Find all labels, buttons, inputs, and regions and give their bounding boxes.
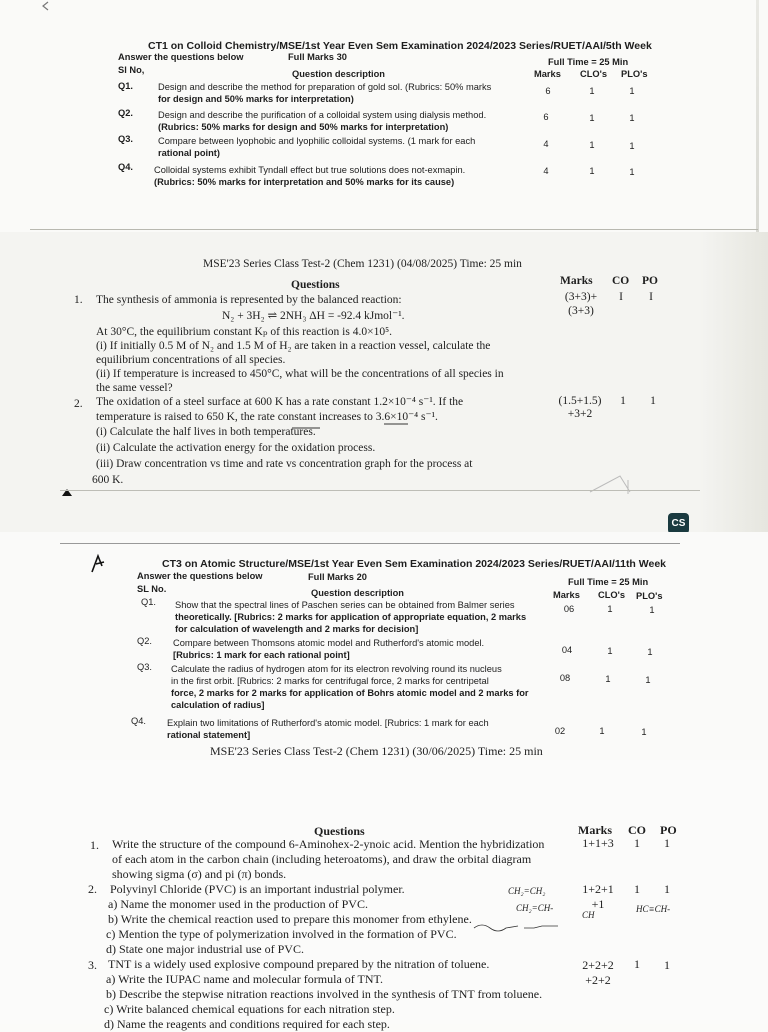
question-line: The synthesis of ammonia is represented by the balanced reaction:: [96, 294, 402, 306]
ct2a-header-po: PO: [642, 275, 658, 287]
question-line: (i) If initially 0.5 M of N₂ and 1.5 M of H₂ are taken in a reaction vessel, calculate the: [96, 340, 491, 352]
row-number: Q1.: [141, 597, 156, 607]
question-line: b) Describe the stepwise nitration reactions involved in the synthesis of TNT from toluene.: [106, 987, 543, 1001]
row-number: Q1.: [118, 81, 133, 91]
question-line: c) Write balanced chemical equations for each nitration step.: [104, 1002, 395, 1016]
row-marks: 04: [561, 645, 573, 655]
row-plo: 1: [649, 605, 655, 615]
question-marks: (3+3)+: [564, 291, 598, 303]
graph-sketch: [560, 470, 660, 500]
row-marks: 02: [554, 726, 566, 736]
ct1-full-time: Full Time = 25 Min: [548, 57, 629, 67]
question-po: 1: [650, 395, 656, 407]
row-line: [Rubrics: 1 mark for each rational point]: [173, 650, 350, 660]
question-line: of each atom in the carbon chain (including heteroatoms), and draw the orbital diagram: [112, 852, 532, 866]
row-line: Design and describe the purification of a colloidal system using dialysis method.: [158, 110, 487, 120]
question-line: 600 K.: [92, 474, 124, 486]
ct2a-header-co: CO: [612, 275, 630, 287]
row-clo: 1: [599, 726, 605, 736]
row-line: force, 2 marks for 2 marks for application of Bohrs atomic model and 2 marks for: [171, 688, 529, 698]
question-number: 2.: [88, 882, 97, 896]
question-line: a) Write the IUPAC name and molecular formula of TNT.: [106, 972, 383, 986]
row-clo: 1: [589, 166, 595, 176]
handwritten-note: CH₂=CH-: [516, 903, 554, 913]
row-line: Colloidal systems exhibit Tyndall effect but true solutions does not-exmapin.: [154, 165, 466, 175]
ct3-title: CT3 on Atomic Structure/MSE/1st Year Even Sem Examination 2024/2023 Series/RUET/AAI/11th Week: [162, 558, 667, 570]
row-line: Compare between Thomsons atomic model and Rutherford's atomic model.: [173, 638, 485, 648]
question-po: 1: [664, 958, 670, 972]
row-plo: 1: [629, 113, 635, 123]
ct3-header-slno: SL No.: [137, 584, 167, 594]
ct3-sheet: [0, 532, 768, 760]
ct2a-header-marks: Marks: [560, 275, 593, 287]
row-line: Show that the spectral lines of Paschen series can be obtained from Balmer series: [175, 600, 515, 610]
question-line: the same vessel?: [96, 382, 173, 394]
page-edge: [700, 232, 768, 532]
row-line: calculation of radius]: [171, 700, 265, 710]
row-plo: 1: [641, 727, 647, 737]
ct1-header-marks: Marks: [534, 69, 561, 79]
question-line: c) Mention the type of polymerization involved in the formation of PVC.: [106, 927, 457, 941]
question-line: a) Name the monomer used in the production of PVC.: [108, 897, 368, 911]
row-line: Design and describe the method for preparation of gold sol. (Rubrics: 50% marks: [158, 82, 492, 92]
question-line: (ii) If temperature is increased to 450°C, what will be the concentrations of all species in: [96, 368, 504, 380]
ct1-header-plo: PLO's: [621, 69, 648, 79]
ct3-full-marks: Full Marks 20: [308, 572, 367, 582]
question-equation: N₂ + 3H₂ ⇌ 2NH₃ ΔH = -92.4 kJmol⁻¹.: [222, 310, 405, 322]
question-co: I: [619, 291, 623, 303]
handwritten-note: CH: [582, 910, 595, 920]
question-marks: 1+1+3: [582, 836, 614, 850]
row-clo: 1: [589, 140, 595, 150]
corner-mark-icon: [40, 0, 54, 14]
row-number: Q3.: [137, 662, 152, 672]
ct1-sheet: [0, 0, 768, 232]
question-line: d) State one major industrial use of PVC.: [106, 942, 304, 956]
ct1-title: CT1 on Colloid Chemistry/MSE/1st Year Even Sem Examination 2024/2023 Series/RUET/AAI/5th Week: [148, 40, 652, 52]
question-number: 1.: [90, 838, 99, 852]
ct3-header-plo: PLO's: [636, 591, 663, 601]
question-line: (iii) Draw concentration vs time and rate vs concentration graph for the process at: [96, 458, 473, 470]
row-line: Compare between lyophobic and lyophilic colloidal systems. (1 mark for each: [158, 136, 476, 146]
row-number: Q3.: [118, 134, 133, 144]
row-number: Q2.: [137, 636, 152, 646]
ct2b-header-marks: Marks: [578, 823, 612, 837]
row-number: Q4.: [131, 716, 146, 726]
question-line: Write the structure of the compound 6-Aminohex-2-ynoic acid. Mention the hybridization: [112, 837, 545, 851]
ct2b-questions-label: Questions: [314, 824, 365, 838]
row-line: in the first orbit. [Rubrics: 2 marks for centrifugal force, 2 marks for centripetal: [171, 676, 489, 686]
row-marks: 08: [559, 673, 571, 683]
ct3-full-time: Full Time = 25 Min: [568, 577, 649, 587]
handwritten-note: CH₂=CH₂: [508, 886, 546, 896]
question-line: temperature is raised to 650 K, the rate constant increases to 3.6×10⁻⁴ s⁻¹.: [96, 411, 438, 423]
ct1-full-marks: Full Marks 30: [288, 52, 347, 62]
handwritten-scribble: [472, 920, 562, 934]
row-marks: 4: [543, 139, 549, 149]
caret-up-icon: [60, 486, 74, 500]
question-line: (i) Calculate the half lives in both temperatures.: [96, 426, 316, 438]
row-line: Explain two limitations of Rutherford's atomic model. [Rubrics: 1 mark for each: [167, 718, 489, 728]
question-po: 1: [664, 882, 670, 896]
row-marks: 4: [543, 166, 549, 176]
divider: [60, 490, 700, 491]
row-clo: 1: [589, 113, 595, 123]
question-marks: (3+3): [568, 305, 594, 317]
row-line: rational point): [158, 148, 220, 158]
ct2b-title: MSE'23 Series Class Test-2 (Chem 1231) (30/06/2025) Time: 25 min: [210, 744, 543, 758]
question-line: b) Write the chemical reaction used to prepare this monomer from ethylene.: [108, 912, 472, 926]
row-line: theoretically. [Rubrics: 2 marks for application of appropriate equation, 2 marks: [175, 612, 527, 622]
ct2a-questions-label: Questions: [291, 279, 340, 291]
question-number: 2.: [74, 398, 83, 410]
question-marks: +2+2: [585, 973, 611, 987]
question-line: showing sigma (σ) and pi (π) bonds.: [112, 867, 287, 881]
ct2a-sheet: [0, 232, 768, 532]
row-clo: 1: [605, 674, 611, 684]
question-line: The oxidation of a steel surface at 600 K has a rate constant 1.2×10⁻⁴ s⁻¹. If the: [96, 396, 464, 408]
ct3-header-marks: Marks: [553, 590, 580, 600]
question-number: 3.: [88, 958, 97, 972]
ct2b-header-po: PO: [660, 823, 677, 837]
question-line: At 30°C, the equilibrium constant Kₚ of this reaction is 4.0×10⁵.: [96, 326, 392, 338]
question-po: 1: [664, 836, 670, 850]
row-line: Calculate the radius of hydrogen atom for its electron revolving round its nucleus: [171, 664, 502, 674]
question-marks: 2+2+2: [582, 958, 614, 972]
row-plo: 1: [629, 141, 635, 151]
question-line: (ii) Calculate the activation energy for the oxidation process.: [96, 442, 376, 454]
row-line: for calculation of wavelength and 2 marks for decision]: [175, 624, 419, 634]
row-number: Q2.: [118, 108, 133, 118]
question-line: Polyvinyl Chloride (PVC) is an important industrial polymer.: [110, 882, 405, 896]
row-marks: 6: [543, 112, 549, 122]
pen-marks: [290, 420, 450, 432]
camscanner-badge: CS: [668, 513, 689, 534]
question-line: TNT is a widely used explosive compound prepared by the nitration of toluene.: [108, 957, 490, 971]
row-marks: 6: [545, 86, 551, 96]
ct1-header-description: Question description: [292, 69, 385, 79]
question-marks: 1+2+1: [582, 882, 614, 896]
row-plo: 1: [647, 647, 653, 657]
question-marks: (1.5+1.5): [558, 395, 602, 407]
handwritten-mark-icon: [88, 552, 108, 576]
ct2b-sheet: [0, 744, 768, 1031]
row-clo: 1: [589, 86, 595, 96]
question-po: I: [649, 291, 653, 303]
row-plo: 1: [645, 675, 651, 685]
ct1-header-clo: CLO's: [580, 69, 608, 79]
question-marks: +3+2: [567, 408, 593, 420]
question-co: 1: [620, 395, 626, 407]
row-plo: 1: [629, 86, 635, 96]
row-line: (Rubrics: 50% marks for design and 50% marks for interpretation): [158, 122, 449, 132]
question-co: 1: [634, 957, 640, 971]
row-plo: 1: [629, 167, 635, 177]
row-line: (Rubrics: 50% marks for interpretation and 50% marks for its cause): [154, 177, 455, 187]
row-line: for design and 50% marks for interpretation): [158, 94, 354, 104]
row-clo: 1: [607, 646, 613, 656]
ct1-header-slno: Sl No,: [118, 65, 145, 75]
question-number: 1.: [74, 294, 83, 306]
ct1-answer: Answer the questions below: [118, 52, 244, 62]
ct3-answer: Answer the questions below: [137, 571, 263, 581]
divider: [60, 543, 680, 544]
ct3-header-description: Question description: [311, 588, 404, 598]
row-line: rational statement]: [167, 730, 251, 740]
ct2a-title: MSE'23 Series Class Test-2 (Chem 1231) (04/08/2025) Time: 25 min: [203, 258, 522, 270]
question-line: d) Name the reagents and conditions required for each step.: [104, 1017, 390, 1031]
handwritten-note: HC≡CH-: [636, 904, 671, 914]
question-co: 1: [634, 836, 640, 850]
ct2b-header-co: CO: [628, 823, 646, 837]
row-number: Q4.: [118, 162, 133, 172]
row-clo: 1: [607, 604, 613, 614]
row-marks: 06: [563, 604, 575, 614]
fold-line: [30, 229, 758, 230]
page-edge: [756, 0, 759, 232]
question-marks: +1: [591, 897, 605, 911]
question-line: equilibrium concentrations of all species.: [96, 354, 286, 366]
ct3-header-clo: CLO's: [598, 590, 626, 600]
question-co: 1: [634, 882, 640, 896]
